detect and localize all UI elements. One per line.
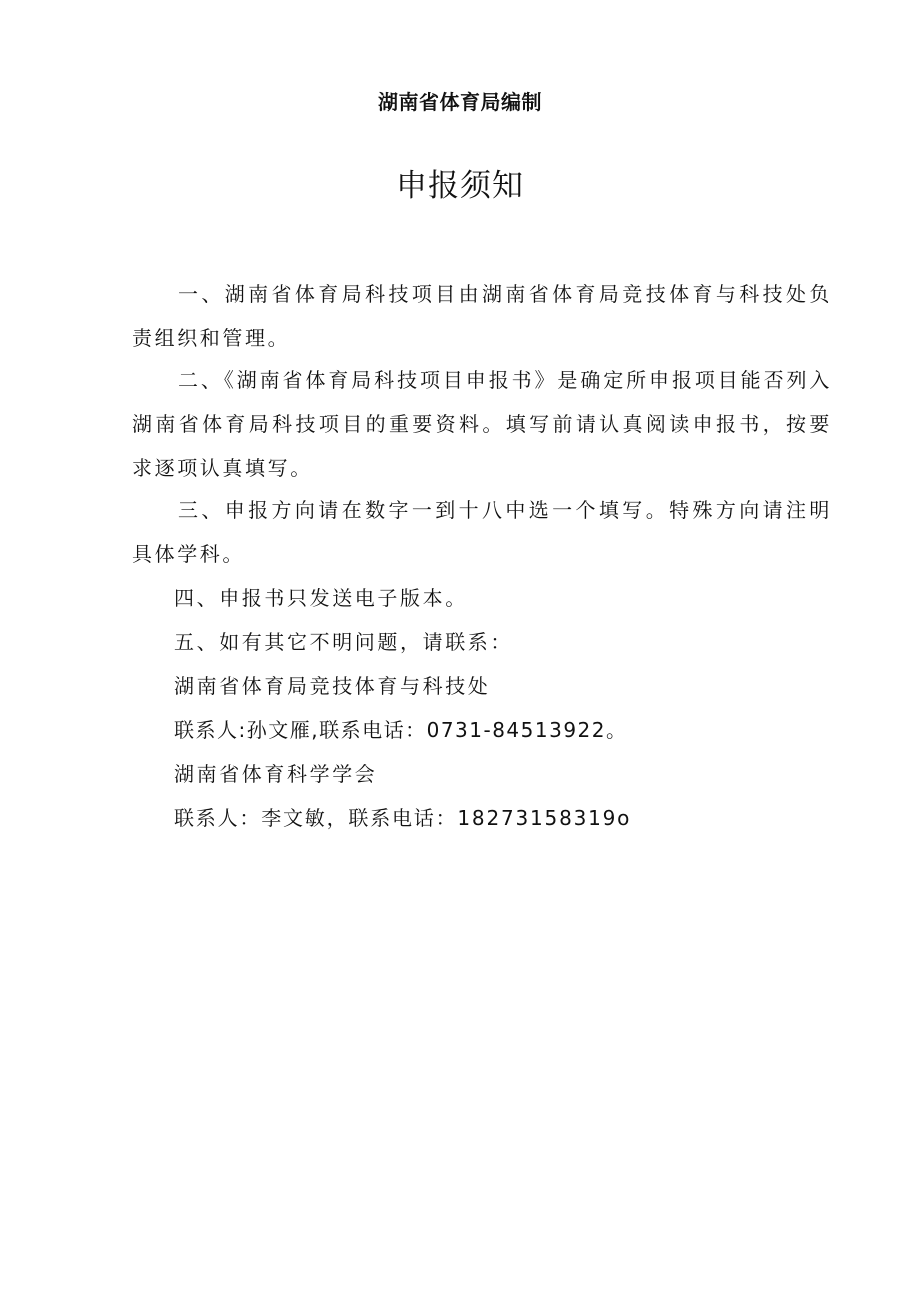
- contact-org-1: 湖南省体育局竞技体育与科技处: [174, 674, 491, 698]
- notice-item-2: 二、《湖南省体育局科技项目申报书》是确定所申报项目能否列入湖南省体育局科技项目的重要资料。填写前请认真阅读申报书，按要求逐项认真填写。: [132, 368, 832, 480]
- notice-body: [132, 272, 832, 840]
- notice-item-5: 五、如有其它不明问题，请联系：: [174, 630, 513, 654]
- page-title: 申报须知: [396, 168, 524, 204]
- contact-org-2: 湖南省体育科学学会: [174, 762, 378, 786]
- contact-person-1: 联系人:孙文雁,联系电话：0731-84513922。: [174, 718, 628, 742]
- notice-item-3: 三、申报方向请在数字一到十八中选一个填写。特殊方向请注明具体学科。: [132, 498, 832, 566]
- publisher-heading: 湖南省体育局编制: [378, 90, 542, 114]
- notice-item-1: 一、湖南省体育局科技项目由湖南省体育局竞技体育与科技处负责组织和管理。: [132, 282, 832, 350]
- notice-item-4: 四、申报书只发送电子版本。: [174, 586, 468, 610]
- contact-person-2: 联系人：李文敏，联系电话：18273158319o: [174, 806, 632, 830]
